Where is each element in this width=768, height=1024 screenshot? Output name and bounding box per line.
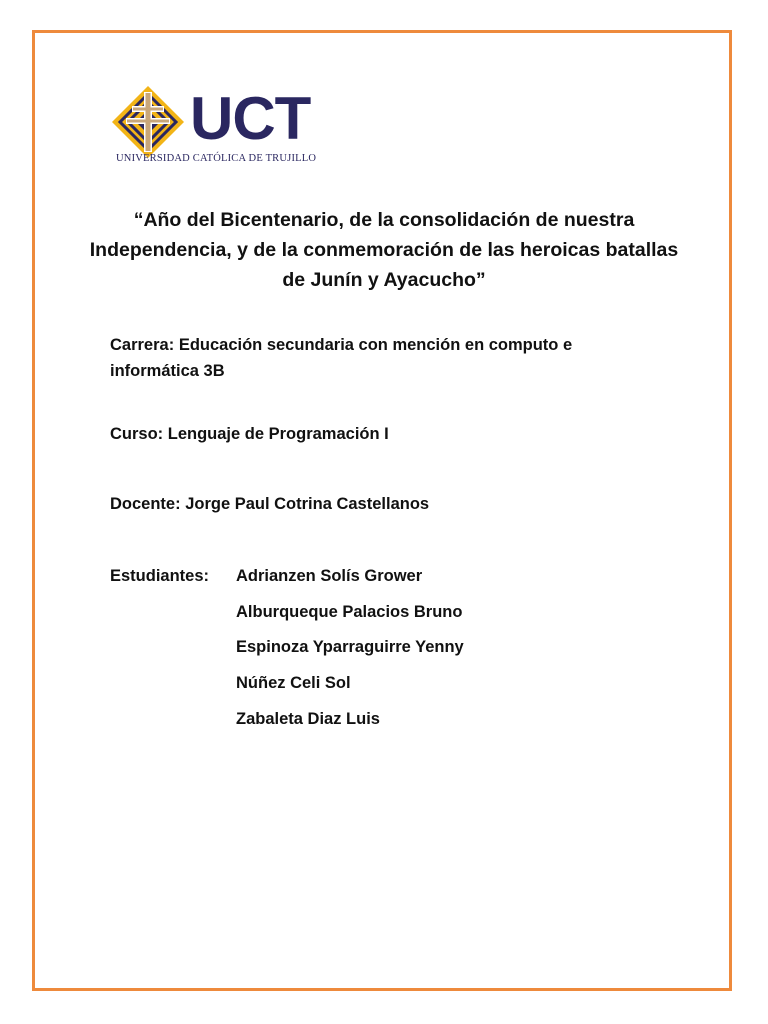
curso-label: Curso: bbox=[110, 425, 164, 443]
docente-field bbox=[110, 491, 429, 517]
student-name: Espinoza Yparraguirre Yenny bbox=[236, 638, 464, 656]
logo-university-name: UNIVERSIDAD CATÓLICA DE TRUJILLO bbox=[116, 153, 317, 164]
student-name: Núñez Celi Sol bbox=[236, 674, 351, 692]
year-motto: “Año del Bicentenario, de la consolidación de nuestra Independencia, y de la conmemoración de las heroicas batallas de Junín y Ayacucho” bbox=[89, 209, 679, 291]
carrera-value: Educación secundaria con mención en computo e informática 3B bbox=[110, 336, 573, 380]
student-name: Adrianzen Solís Grower bbox=[236, 567, 423, 585]
docente-label: Docente: bbox=[110, 495, 181, 513]
carrera-field bbox=[110, 332, 610, 384]
university-logo bbox=[110, 84, 330, 174]
student-name: Zabaleta Diaz Luis bbox=[236, 710, 380, 728]
estudiantes-label: Estudiantes: bbox=[110, 567, 210, 585]
student-name: Alburqueque Palacios Bruno bbox=[236, 603, 463, 621]
logo-acronym: UCT bbox=[190, 85, 311, 152]
carrera-label: Carrera: bbox=[110, 336, 175, 354]
curso-field bbox=[110, 421, 389, 447]
docente-value: Jorge Paul Cotrina Castellanos bbox=[185, 495, 430, 513]
curso-value: Lenguaje de Programación I bbox=[167, 425, 389, 443]
cross-emblem-icon bbox=[110, 84, 186, 160]
